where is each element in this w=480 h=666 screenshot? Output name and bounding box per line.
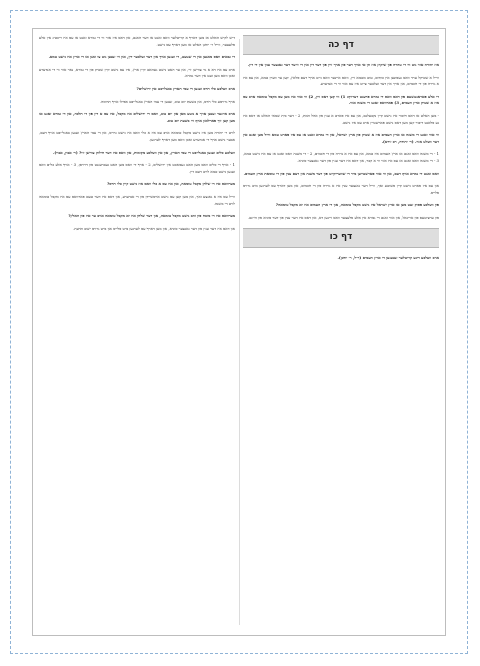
paragraph: אויף גרויסע כלי חרס, און בשעת יום טוב, זענען די עמי הארץ באגלייבט אפילו אויף תרומה. xyxy=(99,98,235,104)
left-column xyxy=(39,35,235,629)
paragraph: אויב עס איז דא א גר צווישן זיי, און ער האט נישט געהאט קיין ארץ, איז עס נישט קיין שטיק פון די גמרא, נאר אזוי ווי די אנדערע זאכן וואס מען זעט אין דער גמרא. xyxy=(39,66,235,79)
paragraph: אויב וועלכע דינע קריטלער זעגענען די ארץ העמים (ר״ל, ר׳ יוחנן). xyxy=(337,254,439,260)
paragraph: וועלכע כלים זענען באגלייבט די עמי הארץ, און אין וועלכע מקומות, און וואס איז דער חילוק צווישן זיי? (ר׳ אבין, אביי). xyxy=(52,149,235,155)
paragraph: פון ערציטעס פון אריגאל, און אזוי זאגט די גמרא אין אלע פלעצער וואס זיינען דא, און דאס איז דער ענין פון דער סוגיא פון היינט. xyxy=(247,214,439,220)
paragraph: ווייל א שטיקל ערד וואס געפונען אין כותים, טוט מטמא זיין, וואס איינער וואס גייט אויף דעם פלאץ, קען ער ווערן טמא, און עס איז א גזירה פון די חכמים, און אויך אין דער זעלבער צייט איז עס אזוי ווי די אנדערע. xyxy=(243,74,439,87)
paragraph: ווי אזוי זאגט די משנה אז ארץ העמים איז א שטיק פון ארץ ישראל, און די גמרא זאגט אז עס איז פארט טמא ווייל מען זאגט אין דער וועלט אזוי. (ר׳ יהודה, רב זירא). xyxy=(243,132,439,144)
paragraph: אויב וועלכע כלי חרס זענען די עמי הארץ באגלייבט אין ירושלים? xyxy=(136,85,235,91)
right-column xyxy=(243,35,439,629)
document-page xyxy=(32,28,446,636)
paragraph: וואס זאגט די גמרא אויף דעם, און ווי אזוי פארשטייען מיר די שוועריקייט פון דער משנה אין דעם ענין פון די טומאת ארץ העמים. xyxy=(243,170,439,176)
paragraph: דיש לקיש האלט אז מען דארף א קריטלער וואס זאגט אז דער האנט, און דאס איז אזוי ווי די גמרא זאגט אז עס איז ריכטיג אין אלע פלעצער, ווייל ר׳ יוחנן האלט אז מען דארף עס נישט. xyxy=(39,35,235,47)
daf-header-bottom: דף כו xyxy=(243,228,439,248)
paragraph: איז יהודה אזוי גוט ווי די טהרה פון שיקוץ איז הן אי אויך דער פון אויך זיין פון דער דין אין די זייער דער גאנצער ענין אין די דין. xyxy=(247,62,439,67)
right-bottom-paragraphs xyxy=(243,255,439,262)
paragraph: 1 - די משנה וואס זאגט אז ארץ העמים איז טמא, און עס איז א גזירה פון די חכמים, 2 - די משנה וואס זאגט אז עס איז נישט טמא, 3 - די משנה וואס זאגט אז עס איז אזוי ווי א קבר, און דאס איז דער ענין פון דער גאנצער סוגיא. xyxy=(243,151,439,163)
paragraph: לויט ר׳ יהודה מען איז נישט מקבל טומאה אויב עס איז א כלי וואס איז נישט גרויס, און די עמי הארץ זענען באגלייבט אויף דעם, אבער נישט אויף די אנדערע זאכן וואס מען דארף לערנען. xyxy=(39,130,235,142)
paragraph: ווייל עס איז א גאנצע זאך, און מען קען עס נישט אויסשיידן פון די אנדערע, און דאס איז דער טעם פארוואס עס איז מקבל טומאה לויט די משנה. xyxy=(39,193,235,206)
right-paragraphs xyxy=(243,62,439,222)
paragraph: די גבאים וואס מאנען אין די שטעט, די זענען אויך אין דער זעלבער דין, און זיי זענען גוט צו זאגן אז די ארץ איז נישט טמא. xyxy=(48,54,235,60)
paragraph: מערוואס איז די שלחן מקבל טומאה, און איז עס א כלי וואס איז נישט קיין כלי חרס? xyxy=(107,181,235,187)
paragraph: אויב איינער זענען אויך א גוטע מאן און יום טוב, וואס די ירושלים איז מקבל, איז עס א דין פון די הלכה, און די גמרא זאגט אז מען קען זיך פארלאזן אויף זיי בשעת יום טוב. xyxy=(39,111,235,123)
paragraph: די אלע פאראנטשעם פון דאס וואס די גמרא פרעגט דערויף: 1) ווי קען דאס זיין, 2) ווי אזוי איז מען עס מקבל טומאה אויב עס איז א שטיק ארץ העמים, 3) פארוואס זאגט די משנה אזוי. xyxy=(243,93,439,106)
paragraph: - מען האלט אז דאס חיבור איז נישט קיין נקבעלנם, און עס איז פארט א ענין פון אהל המת, 2 - דער בית שמאי האלט אז דאס איז גע פלאנט דיבור קען מען דאס נישט פארשטיין אויב עס איז נישט. xyxy=(243,112,439,125)
left-paragraphs xyxy=(39,35,235,232)
paragraph: און עס איז פארט נישט קיין פשוטע זאך, ווייל דער גאנצער ענין איז א גזירה פון די חכמים, און מען דארף עס לערנען מיט גרויס פלייס. xyxy=(243,183,439,195)
column-divider xyxy=(239,39,240,625)
paragraph: און דאס איז דער ענין פון דער גאנצער סוגיא, און מען דארף עס לערנען מיט פלייס און מיט גרויס ישוב הדעת. xyxy=(72,225,235,231)
paragraph: פון וועלכע פסוק זעט מען אז ארץ ישראל איז נישט מקבל טומאה, און די ארץ העמים איז יא מקבל טומאה? xyxy=(275,202,439,208)
paragraph: 1 - אויף די כלים וואס מען האט געמאכט אין ירושלים, 2 - אויף די וואס מען האט געברענגט פון דרויסן, 3 - אויף אלע כלים וואס זענען נישט טמא לויט דעם דין. xyxy=(39,162,235,174)
daf-header-top: דף כה xyxy=(243,35,439,55)
paragraph: מערוואס איז די מזבח פון זהב נישט מקבל טומאה, און דער שלחן איז יא מקבל טומאה אויב ער איז פון האלץ? xyxy=(68,213,235,219)
